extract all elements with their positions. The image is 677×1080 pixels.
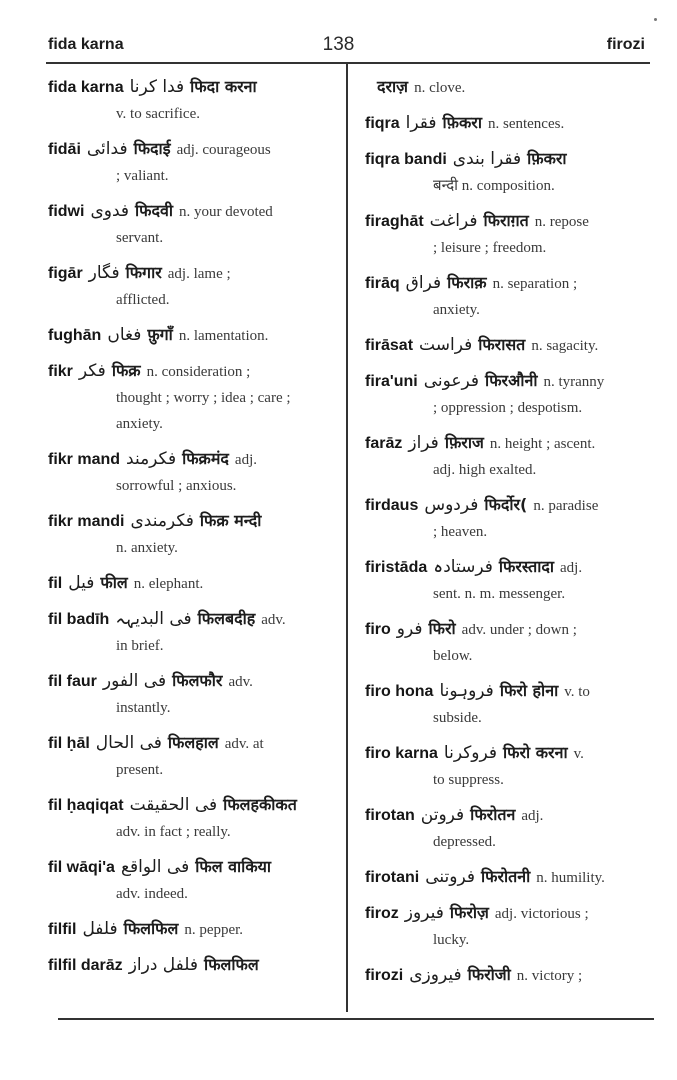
- headword: fikr mandi: [48, 513, 125, 530]
- hindi-term: फिक्र: [111, 361, 141, 380]
- headword: fiqra bandi: [365, 151, 447, 168]
- headword: firāsat: [365, 337, 414, 354]
- dictionary-entry: [48, 668, 338, 721]
- dictionary-entry: [365, 802, 650, 855]
- hindi-term: फिरस्तादा: [498, 557, 554, 576]
- definition: n. paradise: [533, 498, 599, 514]
- dictionary-entry: [365, 492, 650, 545]
- entry-first-line: [365, 678, 650, 705]
- headword: figār: [48, 265, 83, 282]
- hindi-term: फिलफिल: [204, 955, 259, 974]
- headword: fil wāqi'a: [48, 859, 115, 876]
- headword: firdaus: [365, 497, 419, 514]
- urdu-term: فروتنی: [425, 867, 475, 887]
- definition-continuation: n. anxiety.: [116, 540, 178, 556]
- dictionary-entry: [48, 198, 338, 251]
- definition: n. elephant.: [133, 576, 204, 592]
- urdu-term: فیل: [68, 573, 95, 593]
- definition: n. victory ;: [516, 968, 583, 984]
- definition-continuation: adj. high exalted.: [433, 462, 537, 478]
- entry-first-line: [365, 616, 650, 643]
- urdu-term: فدوی: [90, 201, 130, 221]
- definition-continuation: sorrowful ; anxious.: [116, 478, 237, 494]
- headword: firāq: [365, 275, 400, 292]
- hindi-term: फ़ुगाँ: [147, 325, 173, 344]
- urdu-term: فی الواقع: [120, 857, 190, 877]
- urdu-term: فراق: [405, 273, 442, 293]
- entry-first-line: [365, 74, 650, 101]
- hindi-term: फिक्रमंद: [182, 449, 229, 468]
- definition: n. clove.: [414, 80, 466, 96]
- headword: fidwi: [48, 203, 85, 220]
- dictionary-entry: [365, 368, 650, 421]
- hindi-term: फिगार: [125, 263, 162, 282]
- hindi-term: फिराग़त: [483, 211, 529, 230]
- urdu-term: فکرمندی: [130, 511, 194, 531]
- headword: filfil: [48, 921, 77, 938]
- entry-first-line: [365, 740, 650, 767]
- definition-continuation: बन्दी n. composition.: [433, 178, 555, 194]
- headword: fughān: [48, 327, 102, 344]
- entry-first-line: [48, 260, 338, 287]
- footer-rule: [58, 1018, 654, 1020]
- definition-continuation: afflicted.: [116, 292, 170, 308]
- entry-first-line: [365, 208, 650, 235]
- hindi-term: दराज़: [377, 77, 409, 96]
- definition-continuation: to suppress.: [433, 772, 504, 788]
- definition-continuation: servant.: [116, 230, 164, 246]
- headword: fil faur: [48, 673, 97, 690]
- entry-first-line: [48, 198, 338, 225]
- hindi-term: फ़िराज: [444, 433, 484, 452]
- entry-first-line: [48, 606, 338, 633]
- headword: filfil darāz: [48, 957, 123, 974]
- hindi-term: फील: [100, 573, 128, 592]
- dictionary-entry: [48, 854, 338, 907]
- dictionary-entry: [48, 74, 338, 127]
- urdu-term: فروہونا: [439, 681, 494, 701]
- entry-first-line: [365, 900, 650, 927]
- hindi-term: फिदवी: [135, 201, 174, 220]
- hindi-term: फिरो करना: [503, 743, 568, 762]
- dictionary-entry: [365, 208, 650, 261]
- page-number: 138: [322, 34, 355, 55]
- hindi-term: फिलहकीकत: [223, 795, 297, 814]
- hindi-term: फिरासत: [478, 335, 526, 354]
- hindi-term: फिराक़: [447, 273, 487, 292]
- headword: firotani: [365, 869, 420, 886]
- entry-first-line: [48, 358, 338, 385]
- hindi-term: फिरो होना: [499, 681, 559, 700]
- headword: fil ḥāl: [48, 735, 90, 752]
- header-rule: [46, 62, 650, 64]
- definition-continuation: in brief.: [116, 638, 164, 654]
- entry-first-line: [48, 854, 338, 881]
- dictionary-entry: [365, 74, 650, 101]
- entry-first-line: [365, 802, 650, 829]
- hindi-term: फिरोतन: [470, 805, 516, 824]
- urdu-term: فرو: [396, 619, 423, 639]
- definition: adj.: [521, 808, 544, 824]
- urdu-term: فقرا بندی: [452, 149, 522, 169]
- urdu-term: فراغت: [429, 211, 478, 231]
- headword: fikr mand: [48, 451, 121, 468]
- entry-first-line: [48, 952, 338, 979]
- headword: firistāda: [365, 559, 428, 576]
- definition: adj.: [234, 452, 257, 468]
- urdu-term: فردوس: [424, 495, 479, 515]
- definition: n. separation ;: [492, 276, 578, 292]
- dictionary-entry: [48, 606, 338, 659]
- definition-continuation: lucky.: [433, 932, 470, 948]
- entry-first-line: [365, 332, 650, 359]
- headword: firoz: [365, 905, 399, 922]
- dictionary-entry: [48, 358, 338, 437]
- headword: firaghāt: [365, 213, 424, 230]
- definition: v. to: [564, 684, 590, 700]
- right-column: [365, 74, 650, 998]
- urdu-term: فرستادہ: [433, 557, 493, 577]
- left-column: [48, 74, 338, 988]
- dictionary-entry: [365, 616, 650, 669]
- headword: fida karna: [48, 79, 124, 96]
- dictionary-entry: [365, 554, 650, 607]
- hindi-term: फिदाई: [133, 139, 171, 158]
- urdu-term: فکر: [78, 361, 106, 381]
- page-header: [0, 34, 677, 60]
- headword: fikr: [48, 363, 73, 380]
- dictionary-entry: [365, 864, 650, 891]
- entry-first-line: [48, 136, 338, 163]
- entry-first-line: [48, 322, 338, 349]
- dictionary-entry: [48, 446, 338, 499]
- definition-continuation: sent. n. m. messenger.: [433, 586, 566, 602]
- dictionary-entry: [48, 916, 338, 943]
- headword: fil ḥaqiqat: [48, 797, 124, 814]
- definition: n. sentences.: [487, 116, 565, 132]
- dictionary-entry: [48, 508, 338, 561]
- headword: fiqra: [365, 115, 400, 132]
- definition: adj. lame ;: [167, 266, 231, 282]
- definition: n. pepper.: [184, 922, 244, 938]
- hindi-term: फिलहाल: [167, 733, 219, 752]
- entry-first-line: [48, 74, 338, 101]
- hindi-term: फ़िकरा: [442, 113, 482, 132]
- guide-word-left: fida karna: [48, 36, 124, 53]
- urdu-term: فیروزی: [409, 965, 462, 985]
- hindi-term: फिलफिल: [123, 919, 179, 938]
- urdu-term: فروکرنا: [443, 743, 498, 763]
- headword: fil badīh: [48, 611, 110, 628]
- dictionary-entry: [48, 322, 338, 349]
- urdu-term: فلفل دراز: [128, 955, 199, 975]
- dictionary-entry: [365, 146, 650, 199]
- definition: n. height ; ascent.: [489, 436, 596, 452]
- definition-continuation: depressed.: [433, 834, 496, 850]
- headword: fira'uni: [365, 373, 418, 390]
- entry-first-line: [48, 792, 338, 819]
- urdu-term: فیروز: [404, 903, 444, 923]
- definition-continuation: ; leisure ; freedom.: [433, 240, 547, 256]
- dictionary-entry: [48, 260, 338, 313]
- hindi-term: फिरऔनी: [485, 371, 538, 390]
- ink-speck: [654, 18, 657, 21]
- urdu-term: فقرا: [405, 113, 437, 133]
- definition: n. lamentation.: [178, 328, 269, 344]
- definition: v.: [573, 746, 584, 762]
- urdu-term: فغاں: [107, 325, 142, 345]
- urdu-term: فراست: [419, 335, 473, 355]
- urdu-term: فروتن: [420, 805, 465, 825]
- urdu-term: فی البدیہہ: [115, 609, 192, 629]
- definition-continuation: v. to sacrifice.: [116, 106, 200, 122]
- guide-word-right: firozi: [606, 36, 645, 53]
- entry-first-line: [365, 430, 650, 457]
- hindi-term: फिर्दोर(: [484, 495, 528, 514]
- definition: adv.: [261, 612, 286, 628]
- definition: n. tyranny: [543, 374, 605, 390]
- entry-first-line: [365, 962, 650, 989]
- headword: firo hona: [365, 683, 434, 700]
- entry-first-line: [48, 446, 338, 473]
- dictionary-entry: [365, 900, 650, 953]
- urdu-term: فی الفور: [102, 671, 167, 691]
- dictionary-entry: [48, 792, 338, 845]
- definition: adv.: [228, 674, 253, 690]
- entry-first-line: [48, 730, 338, 757]
- definition-continuation: ; heaven.: [433, 524, 488, 540]
- definition: adj. victorious ;: [494, 906, 589, 922]
- dictionary-entry: [365, 270, 650, 323]
- dictionary-entry: [365, 962, 650, 989]
- entry-first-line: [365, 492, 650, 519]
- dictionary-entry: [365, 740, 650, 793]
- dictionary-entry: [48, 952, 338, 979]
- definition-continuation: adv. in fact ; really.: [116, 824, 231, 840]
- hindi-term: फ़िकरा: [527, 149, 567, 168]
- headword: firozi: [365, 967, 404, 984]
- column-divider: [346, 64, 348, 1012]
- definition-continuation: present.: [116, 762, 164, 778]
- headword: fidāi: [48, 141, 81, 158]
- definition: adv. at: [224, 736, 264, 752]
- hindi-term: फिलबदीह: [197, 609, 256, 628]
- entry-first-line: [365, 368, 650, 395]
- urdu-term: فدائی: [86, 139, 128, 159]
- hindi-term: फिक्र मन्दी: [199, 511, 262, 530]
- definition-continuation: adv. indeed.: [116, 886, 188, 902]
- urdu-term: فرعونی: [423, 371, 480, 391]
- dictionary-entry: [365, 430, 650, 483]
- entry-first-line: [365, 146, 650, 173]
- headword: farāz: [365, 435, 403, 452]
- urdu-term: فلفل: [82, 919, 118, 939]
- dictionary-entry: [48, 570, 338, 597]
- hindi-term: फिरोतनी: [480, 867, 531, 886]
- definition-continuation: anxiety.: [433, 302, 480, 318]
- headword: firo karna: [365, 745, 438, 762]
- hindi-term: फिलफौर: [172, 671, 223, 690]
- definition-continuation: ; valiant.: [116, 168, 169, 184]
- urdu-term: فی الحال: [95, 733, 162, 753]
- hindi-term: फिरोजी: [467, 965, 511, 984]
- entry-first-line: [48, 916, 338, 943]
- definition: n. your devoted: [179, 204, 273, 220]
- headword: fil: [48, 575, 63, 592]
- entry-first-line: [48, 570, 338, 597]
- entry-first-line: [48, 508, 338, 535]
- definition-continuation: subside.: [433, 710, 482, 726]
- definition: n. consideration ;: [146, 364, 251, 380]
- hindi-term: फिरोज़: [449, 903, 489, 922]
- hindi-term: फिल वाकिया: [195, 857, 272, 876]
- urdu-term: فی الحقیقت: [129, 795, 218, 815]
- definition: n. sagacity.: [531, 338, 599, 354]
- entry-first-line: [365, 554, 650, 581]
- dictionary-entry: [365, 110, 650, 137]
- entry-first-line: [365, 270, 650, 297]
- entry-first-line: [365, 864, 650, 891]
- definition-continuation: below.: [433, 648, 473, 664]
- dictionary-entry: [365, 332, 650, 359]
- headword: firotan: [365, 807, 415, 824]
- definition: adj.: [560, 560, 583, 576]
- definition: n. humility.: [536, 870, 605, 886]
- dictionary-entry: [365, 678, 650, 731]
- urdu-term: فگار: [88, 263, 120, 283]
- urdu-term: فکرمند: [126, 449, 177, 469]
- hindi-term: फिरो: [428, 619, 456, 638]
- definition: adj. courageous: [176, 142, 271, 158]
- definition: adv. under ; down ;: [461, 622, 577, 638]
- definition-continuation: instantly.: [116, 700, 171, 716]
- definition: n. repose: [534, 214, 589, 230]
- headword: firo: [365, 621, 391, 638]
- hindi-term: फिदा करना: [190, 77, 257, 96]
- entry-first-line: [365, 110, 650, 137]
- definition-continuation: thought ; worry ; idea ; care ; anxiety.: [116, 390, 291, 432]
- entry-first-line: [48, 668, 338, 695]
- urdu-term: فراز: [408, 433, 439, 453]
- dictionary-entry: [48, 730, 338, 783]
- definition-continuation: ; oppression ; despotism.: [433, 400, 583, 416]
- urdu-term: فدا کرنا: [129, 77, 185, 97]
- dictionary-entry: [48, 136, 338, 189]
